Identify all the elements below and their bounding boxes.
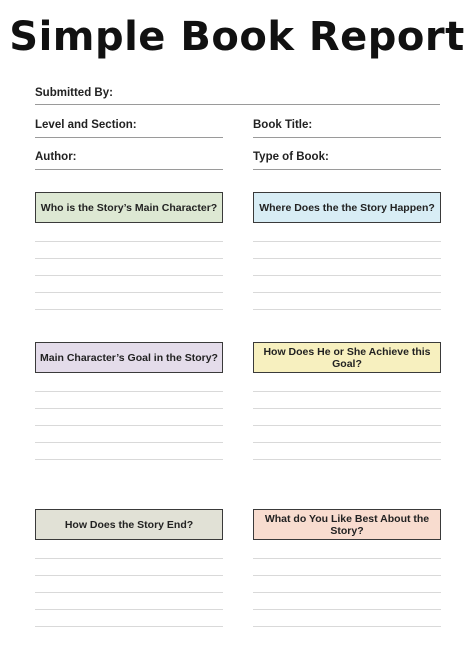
writing-line[interactable] bbox=[253, 442, 441, 443]
writing-line[interactable] bbox=[35, 459, 223, 460]
writing-line[interactable] bbox=[35, 309, 223, 310]
writing-line[interactable] bbox=[253, 558, 441, 559]
writing-line[interactable] bbox=[35, 442, 223, 443]
writing-line[interactable] bbox=[35, 575, 223, 576]
writing-line[interactable] bbox=[253, 309, 441, 310]
question-achieve-goal: How Does He or She Achieve this Goal? bbox=[253, 342, 441, 373]
writing-line[interactable] bbox=[35, 626, 223, 627]
question-where-story-happens: Where Does the the Story Happen? bbox=[253, 192, 441, 223]
writing-line[interactable] bbox=[35, 275, 223, 276]
type-of-book-label: Type of Book: bbox=[253, 151, 329, 163]
writing-line[interactable] bbox=[35, 558, 223, 559]
writing-line[interactable] bbox=[253, 241, 441, 242]
book-title-label: Book Title: bbox=[253, 119, 313, 131]
level-section-label: Level and Section: bbox=[35, 119, 137, 131]
question-story-end: How Does the Story End? bbox=[35, 509, 223, 540]
writing-line[interactable] bbox=[253, 575, 441, 576]
submitted-by-label: Submitted By: bbox=[35, 87, 113, 99]
writing-line[interactable] bbox=[35, 425, 223, 426]
question-like-best: What do You Like Best About the Story? bbox=[253, 509, 441, 540]
writing-line[interactable] bbox=[35, 391, 223, 392]
writing-line[interactable] bbox=[35, 241, 223, 242]
author-label: Author: bbox=[35, 151, 77, 163]
writing-line[interactable] bbox=[35, 592, 223, 593]
writing-line[interactable] bbox=[253, 408, 441, 409]
writing-line[interactable] bbox=[35, 408, 223, 409]
question-main-character: Who is the Story’s Main Character? bbox=[35, 192, 223, 223]
writing-line[interactable] bbox=[253, 626, 441, 627]
writing-line[interactable] bbox=[253, 258, 441, 259]
writing-line[interactable] bbox=[35, 609, 223, 610]
writing-line[interactable] bbox=[253, 425, 441, 426]
book-title-line[interactable] bbox=[253, 137, 441, 138]
question-character-goal: Main Character’s Goal in the Story? bbox=[35, 342, 223, 373]
writing-line[interactable] bbox=[253, 292, 441, 293]
writing-line[interactable] bbox=[253, 275, 441, 276]
writing-line[interactable] bbox=[35, 292, 223, 293]
author-line[interactable] bbox=[35, 169, 223, 170]
page-title: Simple Book Report bbox=[9, 14, 465, 60]
submitted-by-line[interactable] bbox=[35, 104, 440, 105]
writing-line[interactable] bbox=[253, 391, 441, 392]
type-of-book-line[interactable] bbox=[253, 169, 441, 170]
writing-line[interactable] bbox=[253, 459, 441, 460]
writing-line[interactable] bbox=[253, 592, 441, 593]
level-section-line[interactable] bbox=[35, 137, 223, 138]
writing-line[interactable] bbox=[253, 609, 441, 610]
writing-line[interactable] bbox=[35, 258, 223, 259]
